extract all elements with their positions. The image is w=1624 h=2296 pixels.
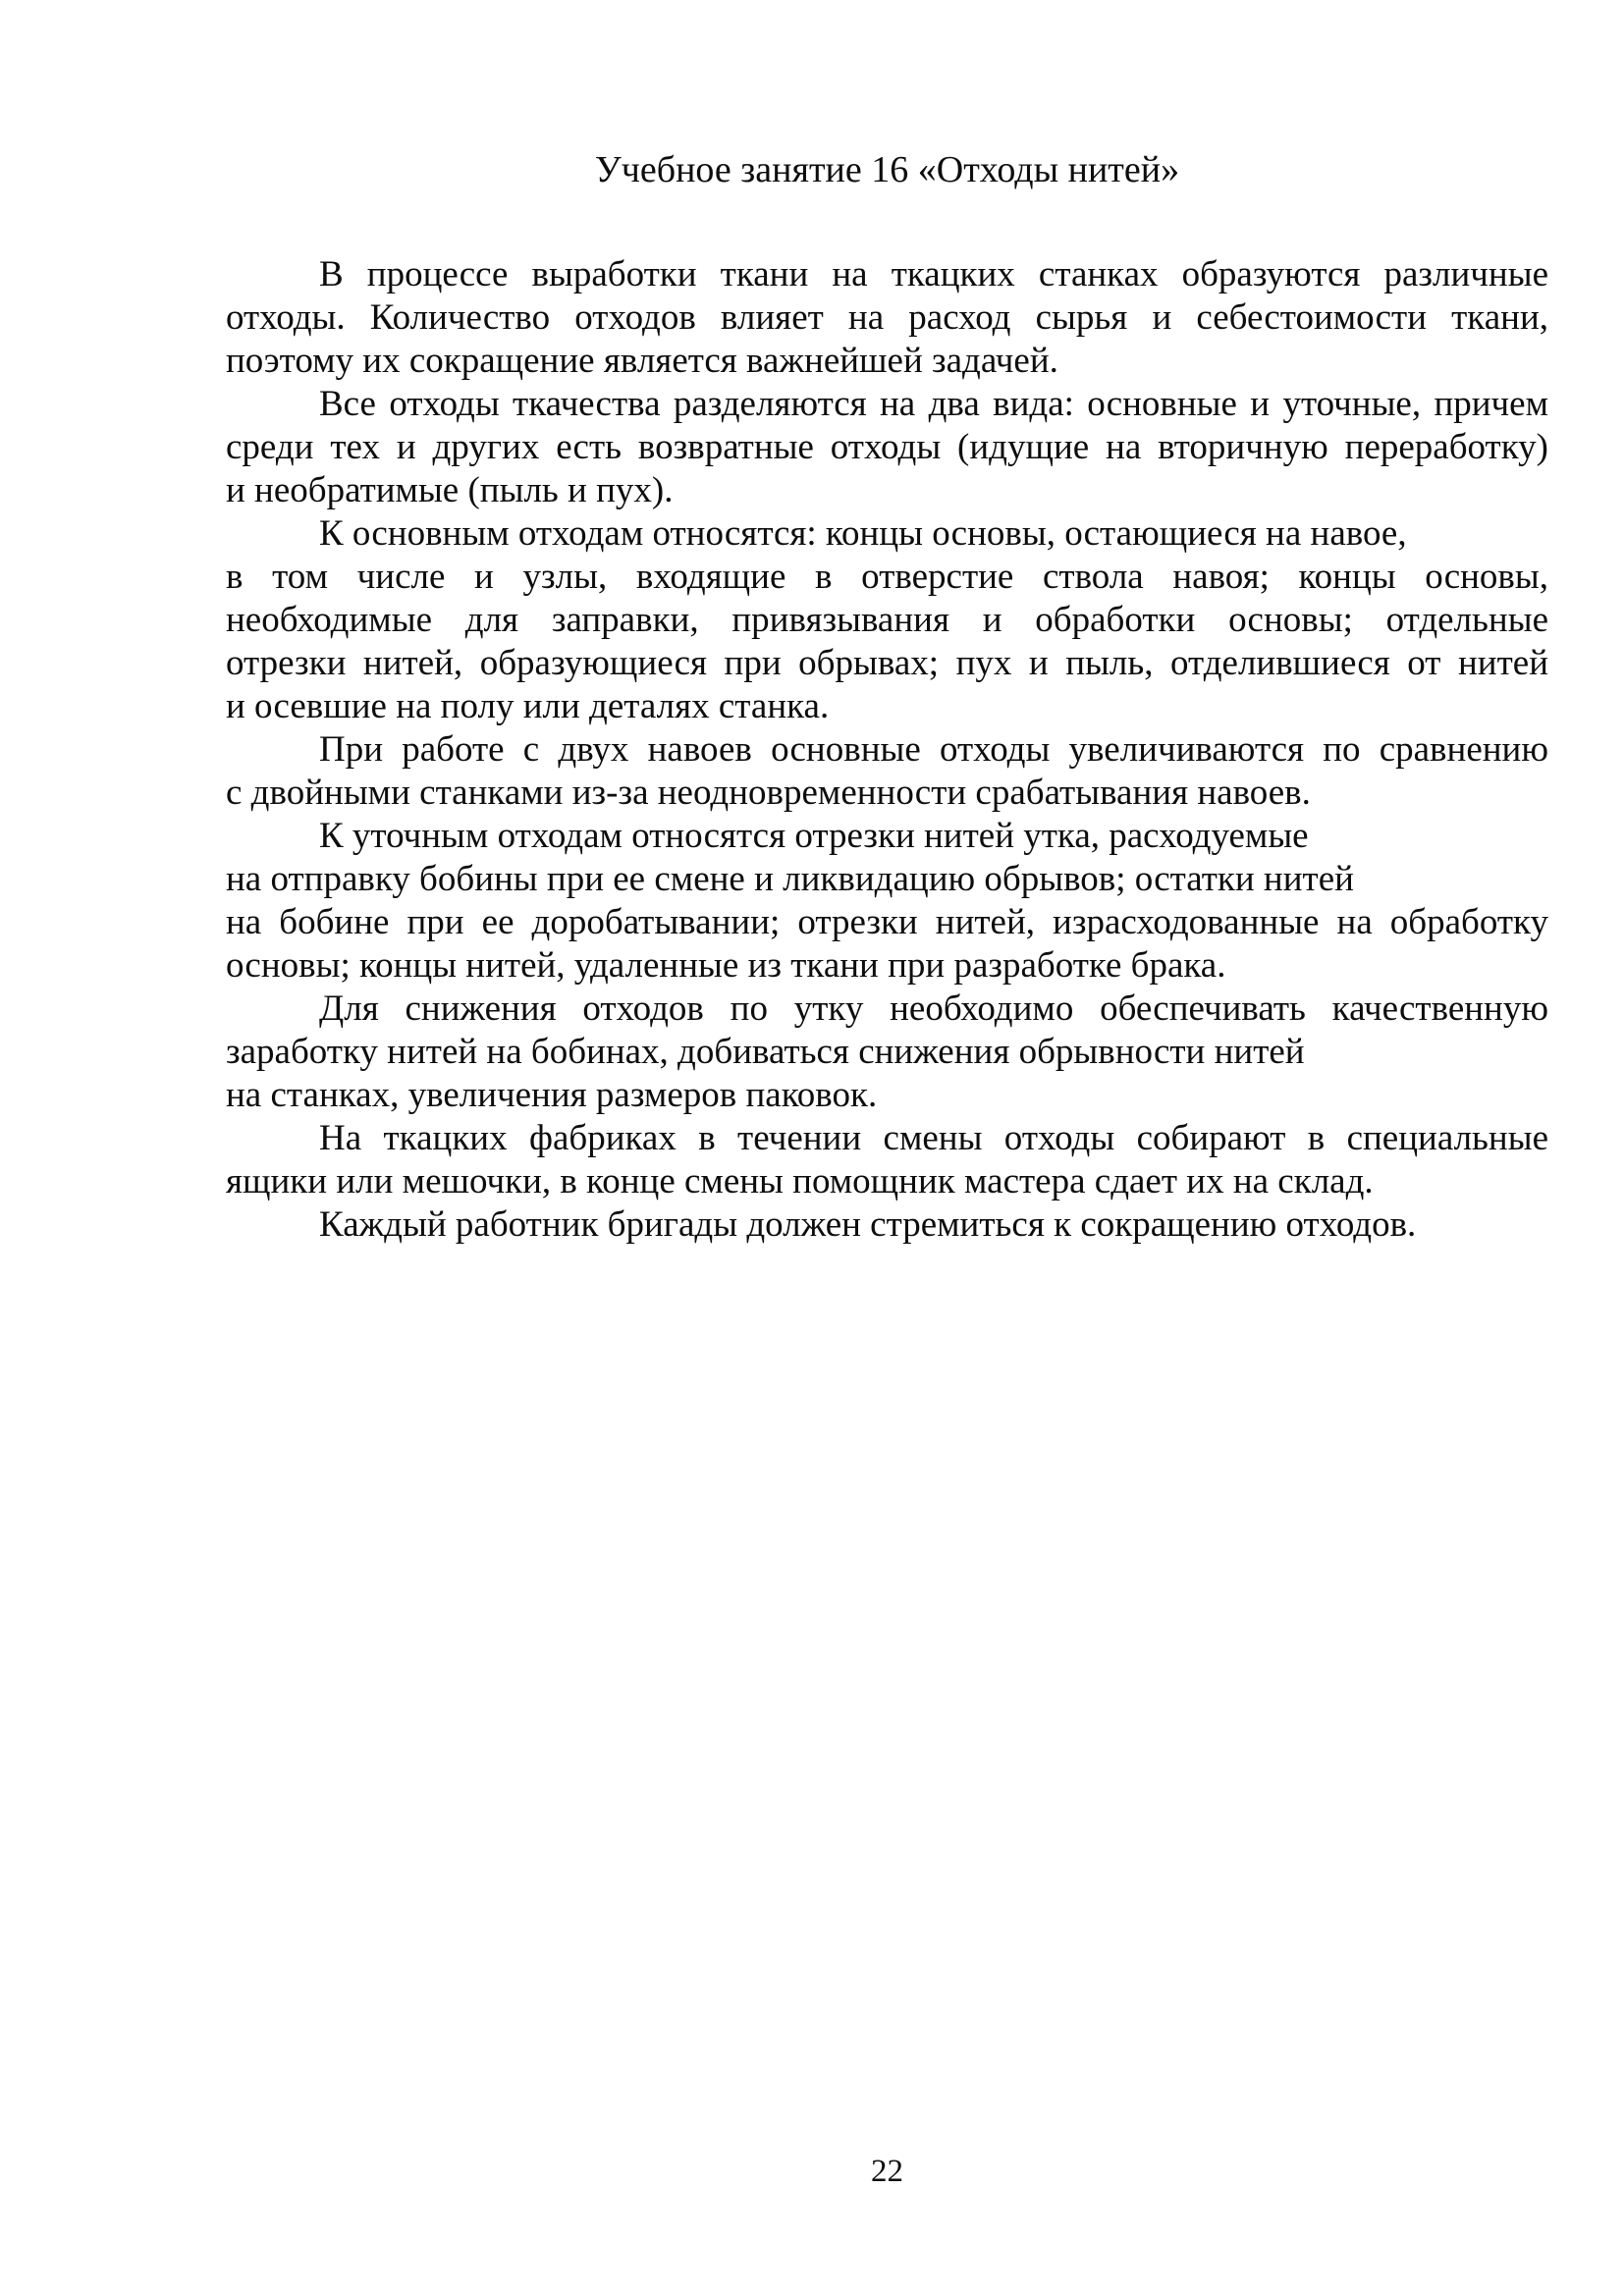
text-line: При работе с двух навоев основные отходы увеличиваются по сравнению — [319, 729, 1548, 770]
text-line: на станках, увеличения размеров паковок. — [226, 1075, 878, 1115]
text-line: и необратимые (пыль и пух). — [226, 470, 674, 510]
text-line: заработку нитей на бобинах, добиваться снижения обрывности нитей — [226, 1032, 1305, 1072]
text-line: отрезки нитей, образующиеся при обрывах; пух и пыль, отделившиеся от нитей — [226, 643, 1548, 683]
text-line: на бобине при ее доробатывании; отрезки нитей, израсходованные на обработку — [226, 902, 1548, 942]
text-line: с двойными станками из-за неодновременности срабатывания навоев. — [226, 773, 1311, 813]
text-block — [226, 147, 1548, 1247]
text-line: среди тех и других есть возвратные отходы (идущие на вторичную переработку) — [226, 427, 1548, 467]
text-line: К основным отходам относятся: концы основы, остающиеся на навое, — [319, 513, 1407, 554]
text-line: Все отходы ткачества разделяются на два вида: основные и уточные, причем — [319, 384, 1548, 424]
text-line: в том числе и узлы, входящие в отверстие ствола навоя; концы основы, — [226, 557, 1548, 597]
text-line: поэтому их сокращение является важнейшей задачей. — [226, 341, 1058, 381]
page-title: Учебное занятие 16 «Отходы нитей» — [594, 149, 1180, 190]
document-body — [226, 253, 1548, 1247]
text-line: К уточным отходам относятся отрезки нитей утка, расходуемые — [319, 816, 1309, 856]
text-line: ящики или мешочки, в конце смены помощник мастера сдает их на склад. — [226, 1161, 1374, 1201]
text-line: В процессе выработки ткани на ткацких станках образуются различные — [319, 254, 1548, 294]
text-line: основы; концы нитей, удаленные из ткани при разработке брака. — [226, 945, 1226, 986]
text-line: Для снижения отходов по утку необходимо обеспечивать качественную — [319, 988, 1548, 1029]
text-line: и осевшие на полу или деталях станка. — [226, 686, 830, 726]
page-number: 22 — [871, 2154, 903, 2189]
text-line: на отправку бобины при ее смене и ликвидацию обрывов; остатки нитей — [226, 859, 1354, 899]
text-line: необходимые для заправки, привязывания и обработки основы; отдельные — [226, 600, 1548, 640]
text-line: На ткацких фабриках в течении смены отходы собирают в специальные — [319, 1118, 1548, 1158]
text-line: отходы. Количество отходов влияет на расход сырья и себестоимости ткани, — [226, 297, 1548, 338]
text-line: Каждый работник бригады должен стремиться к сокращению отходов. — [319, 1204, 1417, 1245]
